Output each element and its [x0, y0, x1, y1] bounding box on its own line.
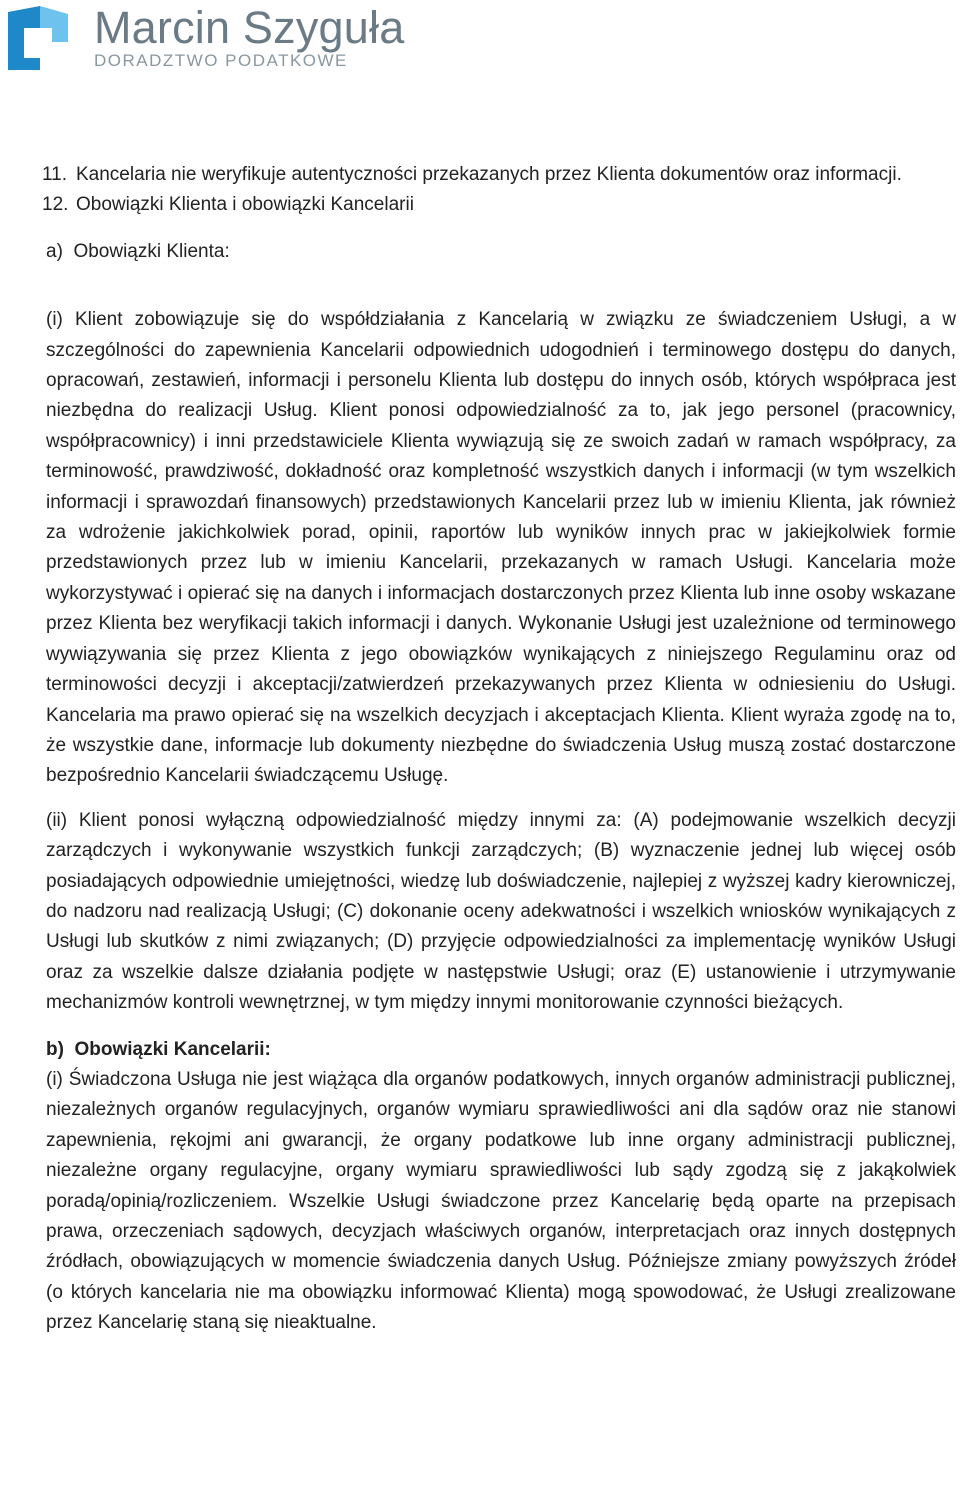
- list-item: [42, 160, 956, 190]
- list-item: [42, 190, 956, 220]
- logo-subtitle: DORADZTWO PODATKOWE: [94, 51, 348, 70]
- section-a-heading: a) Obowiązki Klienta:: [46, 240, 230, 262]
- client-duties-paragraph-2: (ii) Klient ponosi wyłączną odpowiedzialność między innymi za: (A) podejmowanie wszelkich decyzji zarządczych i wykonywanie wszystkich funkcji zarządczych; (B) wyznaczenie jednej lub więcej osób posiadających odpowiednie umiejętności, wiedzę lub doświadczenie, najlepiej z wyższej kadry kierowniczej, do nadzoru nad realizacją Usługi; (C) dokonanie oceny adekwatności i wszelkich wniosków wynikających z Usługi lub skutków z nimi związanych; (D) przyjęcie odpowiedzialności za implementację wyników Usługi oraz za wszelkie dalsze działania podjęte w następstwie Usługi; oraz (E) ustanowienie i utrzymywanie mechanizmów kontroli wewnętrznej, w tym między innymi monitorowanie czynności bieżących.: [46, 809, 956, 1014]
- document-body: [42, 160, 956, 1339]
- section-b-heading: b) Obowiązki Kancelarii:: [46, 1038, 271, 1060]
- client-duties-paragraph-1: (i) Klient zobowiązuje się do współdziałania z Kancelarią w związku ze świadczeniem Usługi, a w szczególności do zapewnienia Kancelarii odpowiednich udogodnień i terminowego dostępu do danych, opracowań, zestawień, informacji i personelu Klienta lub dostępu do innych osób, których współpraca jest niezbędna do realizacji Usług. Klient ponosi odpowiedzialność za to, jak jego personel (pracownicy, współpracownicy) i inni przedstawiciele Klienta wywiązują się ze swoich zadań w ramach współpracy, za terminowość, prawdziwość, dokładność oraz kompletność wszystkich danych i informacji (w tym wszelkich informacji i sprawozdań finansowych) przedstawionych Kancelarii przez lub w imieniu Klienta, jak również za wdrożenie jakichkolwiek porad, opinii, raportów lub wyników innych prac w jakiejkolwiek formie przedstawionych przez lub w imieniu Kancelarii, przekazanych w ramach Usługi. Kancelaria może wykorzystywać i opierać się na danych i informacjach dostarczonych przez Klienta lub inne osoby wskazane przez Klienta bez weryfikacji takich informacji i danych. Wykonanie Usługi jest uzależnione od terminowego wywiązywania się przez Klienta z jego obowiązków wynikających z niniejszego Regulaminu oraz od terminowości decyzji i akceptacji/zatwierdzeń przekazywanych przez Klienta w odniesieniu do Usługi. Kancelaria ma prawo opierać się na wszelkich decyzjach i akceptacjach Klienta. Klient wyraża zgodę na to, że wszystkie dane, informacje lub dokumenty niezbędne do świadczenia Usług muszą zostać dostarczone bezpośrednio Kancelarii świadczącemu Usługę.: [46, 309, 956, 787]
- firm-duties-paragraph-1: (i) Świadczona Usługa nie jest wiążąca dla organów podatkowych, innych organów administracji publicznej, niezależnych organów regulacyjnych, organów wymiaru sprawiedliwości ani dla sądów oraz nie stanowi zapewnienia, rękojmi ani gwarancji, że organy podatkowe lub inne organy administracji publicznej, niezależne organy regulacyjne, organy wymiaru sprawiedliwości lub sądy zgodzą się z jakąkolwiek poradą/opinią/rozliczeniem. Wszelkie Usługi świadczone przez Kancelarię będą oparte na przepisach prawa, orzeczeniach sądowych, decyzjach właściwych organów, interpretacjach oraz innych dostępnych źródłach, obowiązujących w momencie świadczenia danych Usług. Późniejsze zmiany powyższych źródeł (o których kancelaria nie ma obowiązku informować Klienta) mogą spowodować, że Usługi zrealizowane przez Kancelarię staną się nieaktualne.: [46, 1068, 956, 1334]
- company-logo: [6, 2, 405, 74]
- list-number: 12.: [42, 194, 69, 216]
- logo-mark-icon: [6, 6, 70, 70]
- list-text: Kancelaria nie weryfikuje autentyczności przekazanych przez Klienta dokumentów oraz informacji.: [76, 164, 902, 185]
- list-number: 11.: [42, 164, 68, 185]
- logo-name: Marcin Szyguła: [94, 2, 405, 53]
- list-text: Obowiązki Klienta i obowiązki Kancelarii: [76, 194, 414, 216]
